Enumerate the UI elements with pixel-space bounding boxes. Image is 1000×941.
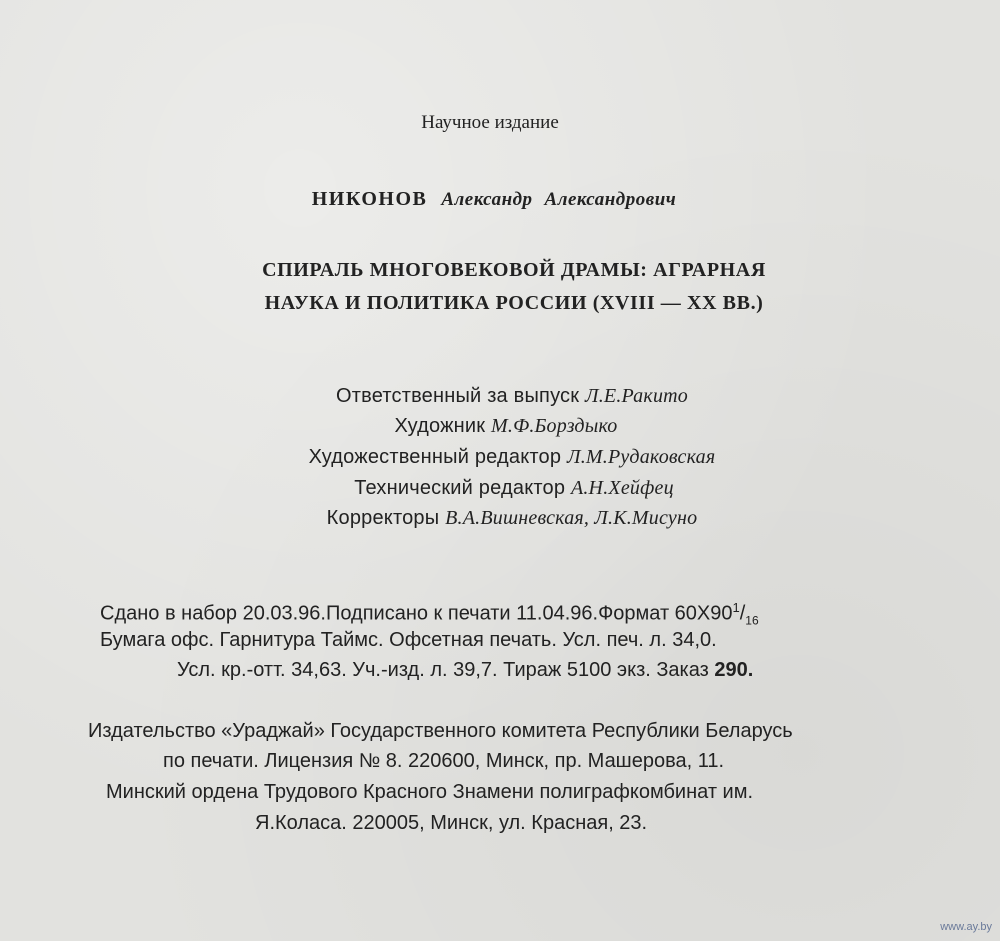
publisher-line-3: Минский ордена Трудового Красного Знамени полиграфкомбинат им. <box>106 781 754 803</box>
book-title-line-2: НАУКА И ПОЛИТИКА РОССИИ (XVIII — XX ВВ.) <box>264 292 764 314</box>
author-surname: НИКОНОВ <box>311 188 428 210</box>
print-info-text: Усл. кр.-отт. 34,63. Уч.-изд. л. 39,7. Тираж 5100 экз. Заказ <box>177 659 715 681</box>
publisher-line-4: Я.Коласа. 220005, Минск, ул. Красная, 23. <box>255 812 648 834</box>
credit-line <box>14 477 1000 500</box>
book-title-line-1: СПИРАЛЬ МНОГОВЕКОВОЙ ДРАМЫ: АГРАРНАЯ <box>262 259 766 281</box>
credit-role: Художественный редактор <box>308 446 562 468</box>
credit-role: Ответственный за выпуск <box>336 385 580 407</box>
credit-role: Корректоры <box>326 507 440 529</box>
format-fraction-slash: / <box>739 602 746 625</box>
credit-role: Художник <box>394 415 486 437</box>
watermark: www.ay.by <box>940 921 992 933</box>
credit-name: В.А.Вишневская, Л.К.Мисуно <box>445 507 698 529</box>
format-fraction-numerator: 1 <box>732 600 740 615</box>
print-info-line-2: Бумага офс. Гарнитура Таймс. Офсетная печать. Усл. печ. л. 34,0. <box>100 629 717 651</box>
credit-role: Технический редактор <box>354 477 566 499</box>
edition-type: Научное издание <box>421 112 559 133</box>
credit-name: М.Ф.Борздыко <box>491 415 618 437</box>
credit-name: Л.Е.Ракито <box>584 385 688 407</box>
credit-name: А.Н.Хейфец <box>570 477 674 499</box>
credit-line <box>12 507 1000 530</box>
credit-line <box>6 415 1000 438</box>
author-line <box>0 188 1000 211</box>
publisher-line-2: по печати. Лицензия № 8. 220600, Минск, пр. Машерова, 11. <box>163 750 725 772</box>
publisher-line-1: Издательство «Ураджай» Государственного комитета Республики Беларусь <box>88 720 793 742</box>
author-first-name: Александр <box>441 189 533 210</box>
credit-name: Л.М.Рудаковская <box>566 446 716 468</box>
author-patronymic: Александрович <box>544 189 677 210</box>
credit-line <box>12 385 1000 408</box>
format-fraction-denominator: 16 <box>745 613 759 628</box>
print-info-line-1 <box>100 600 759 628</box>
print-info-line-3 <box>177 659 753 682</box>
print-info-text: Сдано в набор 20.03.96.Подписано к печати 11.04.96.Формат 60Х90 <box>100 602 733 625</box>
order-number: 290. <box>714 659 754 681</box>
credit-line <box>12 446 1000 469</box>
